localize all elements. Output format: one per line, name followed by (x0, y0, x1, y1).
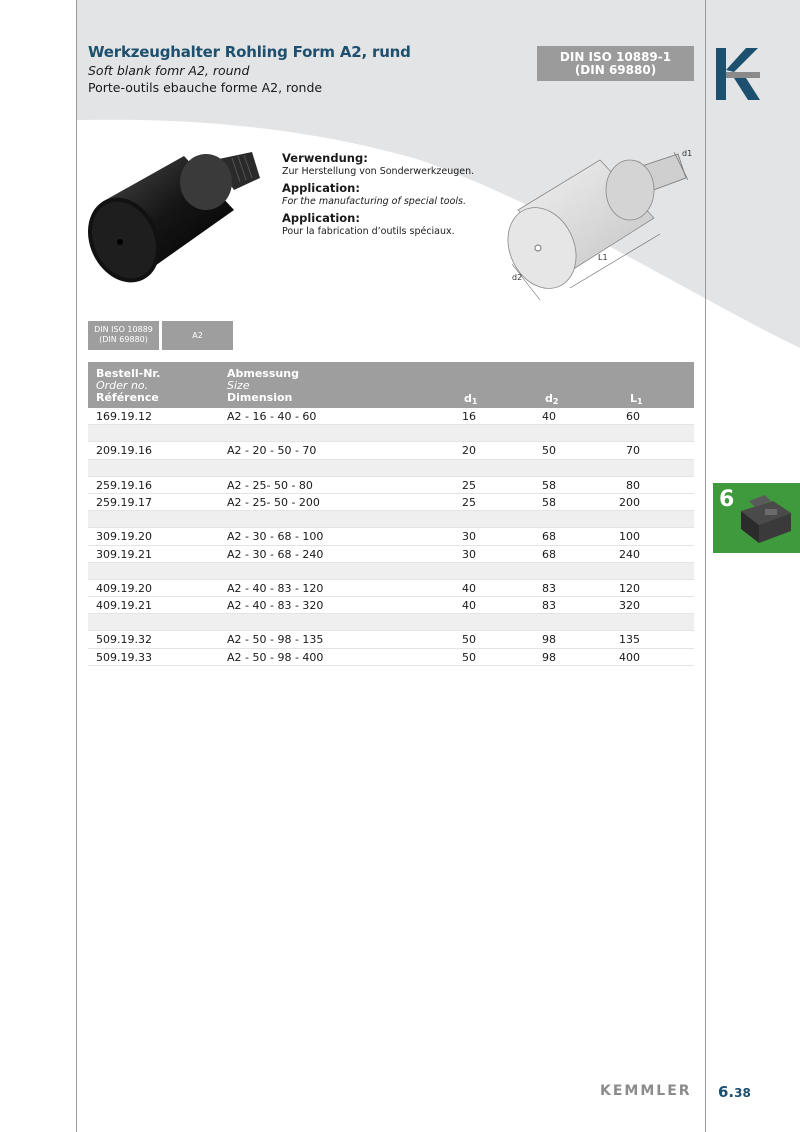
cell-order-no: 409.19.21 (96, 599, 152, 613)
cell-dimension: A2 - 30 - 68 - 240 (227, 547, 324, 561)
table-spacer-row (88, 511, 694, 528)
kemmler-k-logo (716, 48, 760, 100)
cell-l1: 120 (619, 581, 640, 595)
cell-order-no: 259.19.16 (96, 478, 152, 492)
cell-order-no: 259.19.17 (96, 495, 152, 509)
cell-d2: 50 (542, 444, 556, 458)
usage-text-en: For the manufacturing of special tools. (282, 196, 466, 207)
table-row (88, 580, 694, 597)
header-dim-de: Abmessung (227, 367, 299, 380)
usage-heading-en: Application: (282, 181, 360, 195)
cell-d1: 25 (462, 495, 476, 509)
header-order-de: Bestell-Nr. (96, 367, 161, 380)
table-row (88, 649, 694, 666)
usage-heading-de: Verwendung: (282, 151, 368, 165)
product-photo (84, 150, 260, 290)
header-l1-base: L (630, 392, 638, 405)
header-dim-fr: Dimension (227, 391, 293, 404)
cell-dimension: A2 - 50 - 98 - 400 (227, 650, 324, 664)
cell-d2: 83 (542, 599, 556, 613)
cell-l1: 240 (619, 547, 640, 561)
cell-d1: 40 (462, 599, 476, 613)
cell-d1: 40 (462, 581, 476, 595)
cell-d2: 83 (542, 581, 556, 595)
usage-text-fr: Pour la fabrication d’outils spéciaux. (282, 226, 455, 237)
cell-d1: 25 (462, 478, 476, 492)
cell-l1: 70 (626, 444, 640, 458)
left-margin-rule (76, 0, 77, 1132)
header-order (96, 368, 160, 404)
cell-order-no: 409.19.20 (96, 581, 152, 595)
cell-dimension: A2 - 25- 50 - 200 (227, 495, 320, 509)
header-order-fr: Référence (96, 391, 159, 404)
header-dimension (227, 368, 299, 404)
cell-d2: 98 (542, 633, 556, 647)
page-chapter: 6. (718, 1083, 735, 1101)
header-dim-en: Size (227, 379, 250, 392)
cell-d1: 30 (462, 530, 476, 544)
cell-l1: 320 (619, 599, 640, 613)
subtitle-english: Soft blank fomr A2, round (88, 63, 250, 78)
cell-d1: 16 (462, 410, 476, 423)
header-d1-base: d (464, 392, 472, 405)
table-row (88, 597, 694, 614)
cell-d2: 68 (542, 547, 556, 561)
header-d2 (545, 393, 558, 406)
cell-l1: 60 (626, 410, 640, 423)
cell-d2: 68 (542, 530, 556, 544)
cell-d1: 20 (462, 444, 476, 458)
cell-d2: 40 (542, 410, 556, 423)
cell-order-no: 309.19.21 (96, 547, 152, 561)
cell-d2: 58 (542, 495, 556, 509)
table-row (88, 408, 694, 425)
header-d2-sub: 2 (552, 397, 559, 406)
cell-dimension: A2 - 50 - 98 - 135 (227, 633, 324, 647)
header-d1-sub: 1 (471, 397, 478, 406)
cell-dimension: A2 - 25- 50 - 80 (227, 478, 313, 492)
cell-d1: 30 (462, 547, 476, 561)
cell-dimension: A2 - 20 - 50 - 70 (227, 444, 317, 458)
cell-l1: 135 (619, 633, 640, 647)
tool-holder-icon (735, 493, 797, 547)
cell-d1: 50 (462, 650, 476, 664)
page-number (718, 1083, 751, 1101)
table-row (88, 477, 694, 494)
standard-line-1: DIN ISO 10889-1 (559, 50, 672, 64)
cell-order-no: 209.19.16 (96, 444, 152, 458)
table-spacer-row (88, 425, 694, 442)
form-tag: A2 (162, 321, 233, 350)
cell-l1: 400 (619, 650, 640, 664)
cell-order-no: 509.19.33 (96, 650, 152, 664)
cell-dimension: A2 - 30 - 68 - 100 (227, 530, 324, 544)
standard-line-2: (DIN 69880) (574, 63, 657, 77)
table-spacer-row (88, 614, 694, 631)
table-spacer-row (88, 460, 694, 477)
cell-dimension: A2 - 40 - 83 - 320 (227, 599, 324, 613)
usage-text-de: Zur Herstellung von Sonderwerkzeugen. (282, 166, 475, 177)
section-number: 6 (719, 487, 735, 512)
din-tag-line-2: (DIN 69880) (99, 335, 148, 344)
label-d2: d2 (512, 273, 523, 282)
cell-order-no: 169.19.12 (96, 410, 152, 423)
cell-dimension: A2 - 40 - 83 - 120 (227, 581, 324, 595)
usage-section (282, 151, 482, 241)
subtitle-french: Porte-outils ebauche forme A2, ronde (88, 80, 323, 95)
header-d1 (464, 393, 477, 406)
table-spacer-row (88, 563, 694, 580)
header-l1 (630, 393, 643, 406)
din-tag (88, 321, 159, 350)
cell-order-no: 309.19.20 (96, 530, 152, 544)
page-index: 38 (734, 1086, 751, 1100)
cell-l1: 100 (619, 530, 640, 544)
cell-l1: 80 (626, 478, 640, 492)
page-title: Werkzeughalter Rohling Form A2, rund (88, 43, 411, 61)
cell-dimension: A2 - 16 - 40 - 60 (227, 410, 317, 423)
header-l1-sub: 1 (637, 397, 643, 406)
table-row (88, 528, 694, 545)
standard-badge (537, 46, 694, 81)
din-tag-line-1: DIN ISO 10889 (94, 325, 153, 334)
section-tab[interactable] (713, 483, 800, 553)
table-header (88, 362, 694, 408)
table-row (88, 442, 694, 459)
cell-d2: 98 (542, 650, 556, 664)
cell-order-no: 509.19.32 (96, 633, 152, 647)
cell-d1: 50 (462, 633, 476, 647)
table-row (88, 546, 694, 563)
header-d2-base: d (545, 392, 553, 405)
label-d1: d1 (682, 149, 693, 158)
cell-l1: 200 (619, 495, 640, 509)
table-row (88, 631, 694, 648)
table-row (88, 494, 694, 511)
header-order-en: Order no. (96, 379, 149, 392)
technical-drawing (478, 140, 706, 305)
cell-d2: 58 (542, 478, 556, 492)
footer-brand: KEMMLER (600, 1083, 692, 1099)
usage-heading-fr: Application: (282, 211, 360, 225)
table-body (88, 408, 694, 666)
label-l1: L1 (598, 253, 608, 262)
